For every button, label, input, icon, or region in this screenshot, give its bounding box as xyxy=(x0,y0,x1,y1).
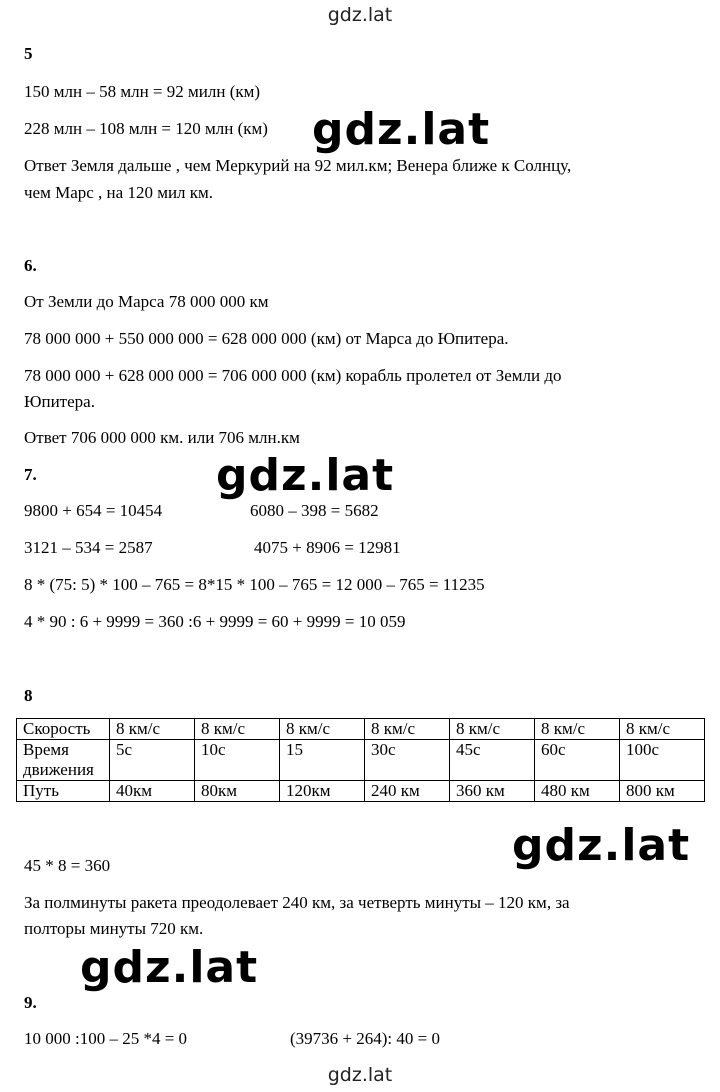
task8-calc: 45 * 8 = 360 xyxy=(24,856,111,875)
table-header-speed: Скорость xyxy=(17,719,110,740)
table-cell: 480 км xyxy=(535,781,620,802)
table-cell: 80км xyxy=(195,781,280,802)
time-label-1: Время xyxy=(23,740,69,759)
task5-number: 5 xyxy=(24,44,33,63)
table-header-time xyxy=(17,740,110,781)
table-row-speed xyxy=(17,719,705,740)
task5-line-1: 150 млн – 58 млн = 92 милн (км) xyxy=(24,82,261,101)
watermark-3: gdz.lat xyxy=(512,820,691,871)
task7-number: 7. xyxy=(24,465,37,484)
task8-text-line-1: За полминуты ракета преодолевает 240 км, за четверть минуты – 120 км, за xyxy=(24,893,570,912)
task7-row1-right: 6080 – 398 = 5682 xyxy=(250,501,379,520)
table-cell: 100с xyxy=(620,740,705,781)
table-cell: 8 км/с xyxy=(620,719,705,740)
table-cell: 8 км/с xyxy=(110,719,195,740)
task5-line-2: 228 млн – 108 млн = 120 млн (км) xyxy=(24,119,268,138)
table-cell: 8 км/с xyxy=(535,719,620,740)
task7-line-3: 8 * (75: 5) * 100 – 765 = 8*15 * 100 – 765 = 12 000 – 765 = 11235 xyxy=(24,575,485,594)
table-cell: 8 км/с xyxy=(450,719,535,740)
table-cell: 60с xyxy=(535,740,620,781)
table-row-path xyxy=(17,781,705,802)
task9-right: (39736 + 264): 40 = 0 xyxy=(290,1029,440,1048)
table-row-time xyxy=(17,740,705,781)
table-cell: 8 км/с xyxy=(365,719,450,740)
table-header-path: Путь xyxy=(17,781,110,802)
task7-row1-left: 9800 + 654 = 10454 xyxy=(24,501,163,520)
site-header: gdz.lat xyxy=(327,4,393,26)
speed-table xyxy=(16,718,705,802)
watermark-4: gdz.lat xyxy=(80,942,259,993)
table-cell: 120км xyxy=(280,781,365,802)
task7-row2-right: 4075 + 8906 = 12981 xyxy=(254,538,401,557)
task7-line-4: 4 * 90 : 6 + 9999 = 360 :6 + 9999 = 60 + 9999 = 10 059 xyxy=(24,612,406,631)
table-cell: 800 км xyxy=(620,781,705,802)
task7-row2-left: 3121 – 534 = 2587 xyxy=(24,538,153,557)
watermark-2: gdz.lat xyxy=(216,450,395,501)
task6-line-2: 78 000 000 + 550 000 000 = 628 000 000 (км) от Марса до Юпитера. xyxy=(24,329,509,348)
task8-text-line-2: полторы минуты 720 км. xyxy=(24,919,204,938)
table-cell: 45с xyxy=(450,740,535,781)
task6-line-3a: 78 000 000 + 628 000 000 = 706 000 000 (км) корабль пролетел от Земли до xyxy=(24,366,562,385)
task5-answer-line-1: Ответ Земля дальше , чем Меркурий на 92 мил.км; Венера ближе к Солнцу, xyxy=(24,156,572,175)
table-cell: 8 км/с xyxy=(195,719,280,740)
site-footer: gdz.lat xyxy=(327,1064,393,1086)
table-cell: 30с xyxy=(365,740,450,781)
watermark-1: gdz.lat xyxy=(312,104,491,155)
table-cell: 8 км/с xyxy=(280,719,365,740)
task5-answer-line-2: чем Марс , на 120 мил км. xyxy=(24,183,214,202)
task6-line-3b: Юпитера. xyxy=(24,392,95,411)
task8-number: 8 xyxy=(24,686,33,705)
table-cell: 360 км xyxy=(450,781,535,802)
time-label-2: движения xyxy=(23,760,94,779)
task6-number: 6. xyxy=(24,256,37,275)
table-cell: 15 xyxy=(280,740,365,781)
task6-answer: Ответ 706 000 000 км. или 706 млн.км xyxy=(24,428,300,447)
task9-number: 9. xyxy=(24,993,37,1012)
task9-left: 10 000 :100 – 25 *4 = 0 xyxy=(24,1029,188,1048)
table-cell: 5с xyxy=(110,740,195,781)
table-cell: 240 км xyxy=(365,781,450,802)
table-cell: 40км xyxy=(110,781,195,802)
table-cell: 10с xyxy=(195,740,280,781)
task6-line-1: От Земли до Марса 78 000 000 км xyxy=(24,292,269,311)
